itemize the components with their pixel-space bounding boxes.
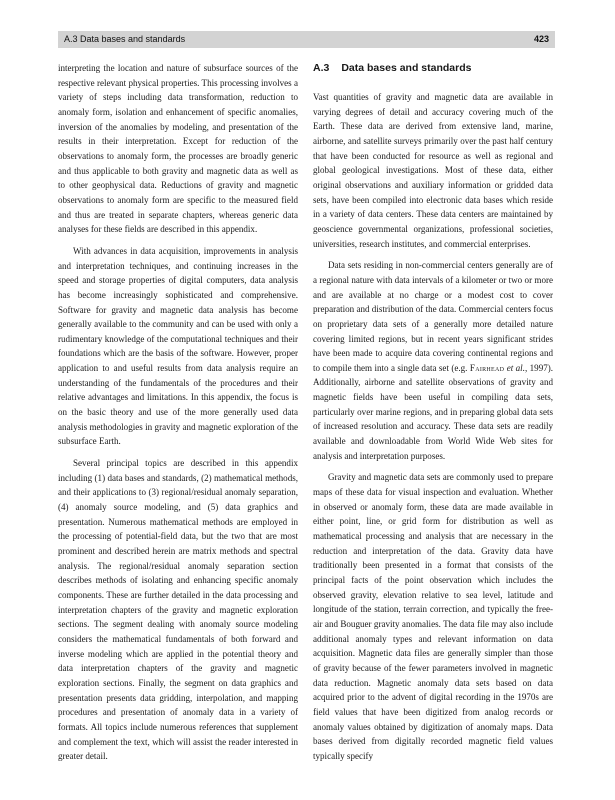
right-paragraph-3: Gravity and magnetic data sets are commonly used to prepare maps of these data for visual inspection and evaluation. Whether in observed or anomaly form, these data are made available in either point, line, or grid form for distribution as well as mathematical processing and analysis that are necessary in the reduction and interpretation of the data. Gravity data have traditionally been presented in a format that consists of the principal facts of the point observation which includes the observed gravity, elevation relative to sea level, latitude and longitude of the station, terrain correction, and typically the free-air and Bouguer gravity anomalies. The data file may also include additional anomaly types and relevant information on data acquisition. Magnetic data files are generally simpler than those of gravity because of the fewer parameters involved in magnetic data reduction. Magnetic anomaly data sets based on data acquired prior to the advent of digital recording in the 1970s are field values that have been digitized from analog records or anomaly values obtained by digitization of anomaly maps. Data bases derived from digitally recorded magnetic field values typically specify [313, 472, 553, 761]
paragraph-text-cont: , 1997). Additionally, airborne and satellite observations of gravity and magnetic fields have been useful in compiling data sets, particularly over marine regions, and in preparing global data sets of increased resolution and accuracy. These data sets are readily available and downloadable from World Wide Web sites for analysis and interpretation purposes. [313, 362, 554, 461]
right-column [313, 61, 553, 764]
paragraph-text: Data sets residing in non-commercial centers generally are of a regional nature with data intervals of a kilometer or two or more and are available at no charge or a modest cost to cover preparation and distribution of the data. Commercial centers focus on proprietary data sets of a generally more detailed nature covering limited regions, but in recent years significant strides have been made to acquire data covering continental regions and to compile them into a single data set (e.g. [313, 260, 553, 373]
running-header [58, 31, 555, 48]
right-paragraph-1: Vast quantities of gravity and magnetic data are available in varying degrees of detail and accuracy covering much of the Earth. These data are derived from extensive land, marine, airborne, and satellite surveys primarily over the past half century that have been conducted for resource as well as regional and global geological investigations. Most of these data, either original observations and auxiliary information or gridded data sets, have been compiled into electronic data bases which reside in a variety of data centers. These data centers are maintained by geoscience governmental organizations, professional societies, universities, research institutes, and commercial enterprises. [313, 92, 553, 249]
running-header-section: A.3 Data bases and standards [64, 34, 186, 44]
left-column [58, 61, 298, 764]
left-paragraph-1: interpreting the location and nature of subsurface sources of the respective relevant physical properties. This processing involves a variety of steps including data transformation, reduction to anomaly form, isolation and enhancement of specific anomalies, inversion of the anomalies by modeling, and presentation of the results in their interpretation. Except for reduction of the observations to anomaly form, the processes are broadly generic and thus applicable to both gravity and magnetic data as well as to other geophysical data. Reductions of gravity and magnetic observations to anomaly form are specific to the measured field and thus are treated in separate chapters, whereas generic data analyses for these fields are described in this appendix. [58, 63, 298, 235]
citation-etal: et al. [506, 362, 525, 373]
section-heading [313, 61, 553, 75]
left-paragraph-2: With advances in data acquisition, improvements in analysis and interpretation techniques, and continuing increases in the speed and storage properties of digital computers, data analysis has become increasingly sophisticated and comprehensive. Software for gravity and magnetic data analysis has become generally available to the community and can be used with only a rudimentary knowledge of the computational techniques and their foundations which are the basis of the software. However, proper application to and useful results from data analysis require an understanding of the fundamentals of the procedures and their relative advantages and limitations. In this appendix, the focus is on the basic theory and use of the more generally used data analysis methodologies in gravity and magnetic exploration of the subsurface Earth. [58, 245, 298, 447]
section-title: Data bases and standards [341, 62, 472, 74]
page-number: 423 [533, 34, 549, 44]
left-paragraph-3: Several principal topics are described in this appendix including (1) data bases and standards, (2) mathematical methods, and their applications to (3) regional/residual anomaly separation, (4) anomaly source modeling, and (5) data graphics and presentation. Numerous mathematical methods are employed in the processing of potential-field data, but the two that are most prominent and described herein are matrix methods and spectral analysis. The regional/residual anomaly separation section describes methods of isolating and enhancing specific anomaly components. These are further detailed in the data processing and interpretation chapters of the gravity and magnetic exploration sections. The segment dealing with anomaly source modeling considers the mathematical fundamentals of both forward and inverse modeling which are applied in the potential theory and data interpretation chapters of the gravity and magnetic exploration sections. Finally, the segment on data graphics and presentation presents data gridding, interpolation, and mapping procedures and presentation of anomaly data in a variety of formats. All topics include numerous references that supplement and complement the text, which will assist the reader interested in greater detail. [58, 458, 298, 762]
section-number: A.3 [313, 62, 330, 74]
right-paragraph-2 [313, 258, 553, 463]
citation-author: Fairhead [469, 362, 505, 373]
